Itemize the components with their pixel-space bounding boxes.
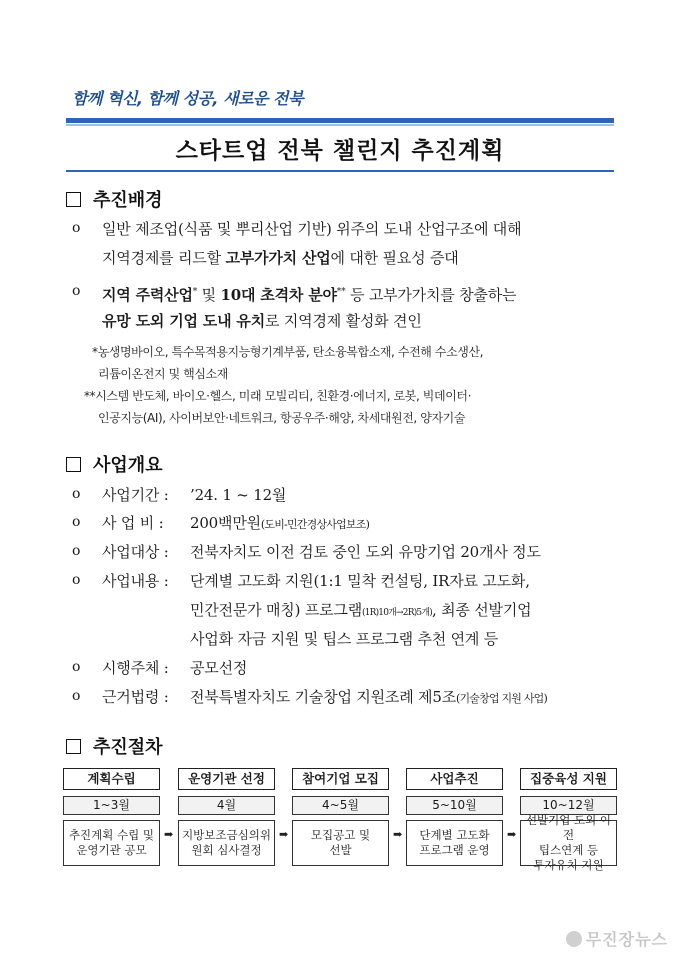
procedure-step-desc — [178, 820, 275, 866]
footnote-2-line-1: **시스템 반도체, 바이오·헬스, 미래 모빌리티, 친환경·에너지, 로봇, 빅데이터· — [84, 389, 471, 403]
overview-agency-label: 시행주체 : — [102, 659, 169, 677]
highlight-text: 유망 도외 기업 도내 유치 — [102, 312, 265, 330]
section-heading-background — [66, 186, 163, 212]
procedure-step-period: 10~12월 — [520, 796, 617, 815]
square-bullet-icon — [66, 457, 81, 472]
title-band — [66, 118, 614, 172]
page-title: 스타트업 전북 챌린지 추진계획 — [175, 138, 505, 164]
footnote-1-line-1: *농생명바이오, 특수목적용지능형기계부품, 탄소융복합소재, 수전해 수소생산, — [92, 345, 484, 359]
circle-bullet-icon: o — [72, 220, 81, 236]
procedure-step-period: 1~3월 — [63, 796, 160, 815]
desc-line: 추진계획 수립 및 — [68, 828, 155, 842]
text: 에 대한 필요성 증대 — [330, 249, 459, 267]
background-item-1-line-1: 일반 제조업(식품 및 뿌리산업 기반) 위주의 도내 산업구조에 대해 — [102, 220, 522, 238]
procedure-step-desc — [292, 820, 389, 866]
procedure-step-2 — [178, 768, 275, 866]
procedure-step-desc — [63, 820, 160, 866]
overview-law-label: 근거법령 : — [102, 688, 169, 706]
small-note: (1R)10개→2R)5개) — [361, 608, 432, 618]
highlight-text: 지역 주력산업 — [102, 286, 193, 304]
text: , 최종 선발기업 — [431, 601, 532, 619]
procedure-step-1 — [63, 768, 160, 866]
procedure-step-title: 계획수립 — [63, 768, 160, 790]
square-bullet-icon — [66, 739, 81, 754]
desc-line: 선발 — [329, 843, 352, 857]
footnote-1-line-2: 리튬이온전지 및 핵심소재 — [98, 367, 228, 381]
text: 200백만원 — [190, 514, 261, 532]
procedure-step-desc — [406, 820, 503, 866]
overview-target-label: 사업대상 : — [102, 543, 169, 561]
footnote-2-line-2: 인공지능(AI), 사이버보안·네트워크, 항공우주·해양, 차세대원전, 양자기술 — [98, 411, 466, 425]
overview-content-line-1: 단계별 고도화 지원(1:1 밀착 컨설팅, IR자료 고도화, — [190, 572, 530, 590]
title-band-bottom-rule — [66, 170, 614, 172]
procedure-step-3 — [292, 768, 389, 866]
procedure-step-title: 집중육성 지원 — [520, 768, 617, 790]
square-bullet-icon — [66, 192, 81, 207]
small-note: (도비-민간경상사업보조) — [260, 518, 370, 531]
text: 등 고부가가치를 창출하는 — [345, 286, 517, 304]
desc-line: 선발기업 도외 이전 — [525, 813, 612, 842]
background-item-2-line-1 — [102, 281, 516, 306]
footnote-mark: ** — [336, 287, 346, 297]
section-heading-procedure — [66, 733, 163, 759]
procedure-step-title: 참여기업 모집 — [292, 768, 389, 790]
circle-bullet-icon: o — [72, 688, 81, 704]
desc-line: 단계별 고도화 — [419, 828, 490, 842]
watermark — [566, 927, 668, 950]
watermark-text: 무진장뉴스 — [585, 930, 668, 949]
desc-line: 지방보조금심의위 — [182, 828, 271, 842]
section-title: 추진배경 — [93, 190, 163, 211]
footnote-mark: * — [192, 287, 198, 297]
overview-agency-value: 공모선정 — [190, 659, 248, 677]
desc-line: 원회 심사결정 — [191, 843, 262, 857]
highlight-text: 고부가가치 산업 — [225, 249, 331, 267]
slogan: 함께 혁신, 함께 성공, 새로운 전북 — [72, 89, 303, 108]
overview-law-value — [190, 686, 547, 710]
procedure-step-title: 사업추진 — [406, 768, 503, 790]
procedure-step-period: 5~10월 — [406, 796, 503, 815]
overview-period-value: ’24. 1 ~ 12월 — [190, 486, 287, 504]
text: 및 — [197, 286, 221, 304]
text: 로 지역경제 활성화 견인 — [265, 312, 422, 330]
news-logo-icon — [566, 931, 582, 947]
circle-bullet-icon: o — [72, 543, 81, 559]
procedure-step-period: 4~5월 — [292, 796, 389, 815]
overview-content-label: 사업내용 : — [102, 572, 169, 590]
text: 지역경제를 리드할 — [102, 249, 226, 267]
procedure-step-5 — [520, 768, 617, 872]
arrow-right-icon: ➡ — [507, 828, 517, 841]
overview-budget-label: 사 업 비 : — [102, 514, 164, 532]
section-title: 사업개요 — [93, 455, 163, 476]
section-heading-overview — [66, 451, 163, 477]
overview-content-line-3: 사업화 자금 지원 및 팁스 프로그램 추천 연계 등 — [190, 630, 499, 648]
desc-line: 운영기관 공모 — [76, 843, 147, 857]
overview-period-label: 사업기간 : — [102, 486, 169, 504]
circle-bullet-icon: o — [72, 514, 81, 530]
highlight-text: 10대 초격차 분야 — [220, 286, 337, 304]
procedure-step-desc — [520, 813, 617, 872]
overview-budget-value — [190, 512, 369, 536]
arrow-right-icon: ➡ — [393, 828, 403, 841]
overview-target-value: 전북자치도 이전 검토 중인 도외 유망기업 20개사 정도 — [190, 543, 541, 561]
circle-bullet-icon: o — [72, 572, 81, 588]
section-title: 추진절차 — [93, 737, 163, 758]
desc-line: 팁스연계 등 — [538, 843, 599, 857]
circle-bullet-icon: o — [72, 486, 81, 502]
procedure-step-title: 운영기관 선정 — [178, 768, 275, 790]
procedure-step-period: 4월 — [178, 796, 275, 815]
overview-content-line-2 — [190, 599, 531, 624]
background-item-2-line-2 — [102, 310, 422, 332]
arrow-right-icon: ➡ — [164, 828, 174, 841]
text: 민간전문가 매칭) 프로그램 — [190, 601, 362, 619]
small-note: (기술창업 지원 사업) — [455, 692, 547, 705]
arrow-right-icon: ➡ — [279, 828, 289, 841]
desc-line: 투자유치 지원 — [533, 858, 604, 872]
procedure-step-4 — [406, 768, 503, 866]
background-item-1-line-2 — [102, 247, 459, 269]
title-band-top-rule — [66, 118, 614, 123]
desc-line: 프로그램 운영 — [419, 843, 490, 857]
circle-bullet-icon: o — [72, 283, 81, 299]
circle-bullet-icon: o — [72, 659, 81, 675]
desc-line: 모집공고 및 — [310, 828, 371, 842]
text: 전북특별자치도 기술창업 지원조례 제5조 — [190, 688, 456, 706]
